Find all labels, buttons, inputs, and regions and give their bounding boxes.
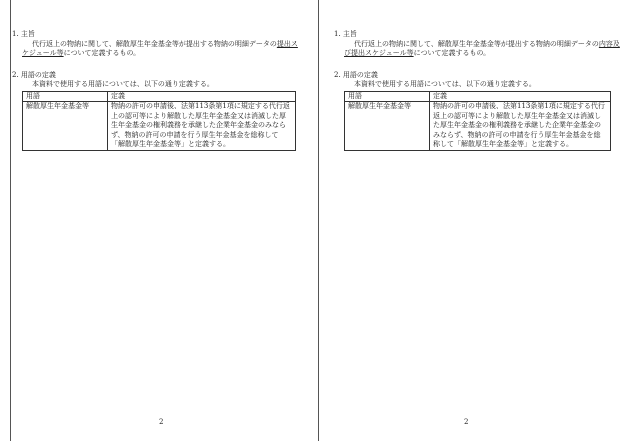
definition-cell: 物納の許可の申請後、法第113条第1項に規定する代行返上の認可等により解散した厚生年金基金又は消滅した厚生年金基金の権利義務を承継した企業年金基金のみならず、物納の許可の申請を行う厚生年金基金を総称して「解散厚生年金基金等」と定義する。 <box>430 102 611 151</box>
section-2-heading: 2. 用語の定義 <box>12 70 56 79</box>
definition-cell: 物納の許可の申請後、法第113条第1項に規定する代行返上の認可等により解散した厚生年金基金又は消滅した厚生年金基金の権利義務を承継した企業年金基金のみならず、物納の許可の申請を行う厚生年金基金を総称して「解散厚生年金基金等」と定義する。 <box>108 102 296 151</box>
section-1-body-underlined: 提出スケジュール等 <box>22 39 298 57</box>
section-1-heading: 1. 主旨 <box>12 30 35 38</box>
left-page-content <box>12 30 304 151</box>
left-margin-rule <box>10 0 11 441</box>
right-page <box>315 0 630 441</box>
section-1-body <box>344 40 621 59</box>
section-1-body <box>22 40 304 59</box>
section-1-body-after: について定義するもの。 <box>63 49 141 57</box>
definitions-table <box>344 91 611 151</box>
table-header-row <box>23 91 296 102</box>
right-margin-rule <box>318 0 319 441</box>
header-definition: 定義 <box>430 91 611 102</box>
page-number: 2 <box>464 418 469 426</box>
table-header-row <box>345 91 611 102</box>
header-term: 用語 <box>23 91 108 102</box>
header-definition: 定義 <box>108 91 296 102</box>
page-number: 2 <box>159 418 164 426</box>
definitions-table <box>22 91 296 151</box>
header-term: 用語 <box>345 91 430 102</box>
term-cell: 解散厚生年金基金等 <box>23 102 108 151</box>
section-2-heading: 2. 用語の定義 <box>334 70 378 79</box>
section-1-body-before: 代行返上の物納に関して、解散厚生年金基金等が提出する物納の明細データの <box>32 39 277 48</box>
right-page-content <box>334 30 621 151</box>
section-2-intro: 本資料で使用する用語については、以下の通り定義する。 <box>32 80 214 88</box>
term-cell: 解散厚生年金基金等 <box>345 102 430 151</box>
table-row <box>23 102 296 151</box>
section-1-body-after: について定義するもの。 <box>413 49 491 57</box>
section-2-intro: 本資料で使用する用語については、以下の通り定義する。 <box>354 80 536 88</box>
section-1-body-before: 代行返上の物納に関して、解散厚生年金基金等が提出する物納の明細データの <box>354 39 599 48</box>
section-1-heading: 1. 主旨 <box>334 30 357 38</box>
section-1-body-underlined: 内容及び提出スケジュール等 <box>344 39 620 57</box>
table-row <box>345 102 611 151</box>
